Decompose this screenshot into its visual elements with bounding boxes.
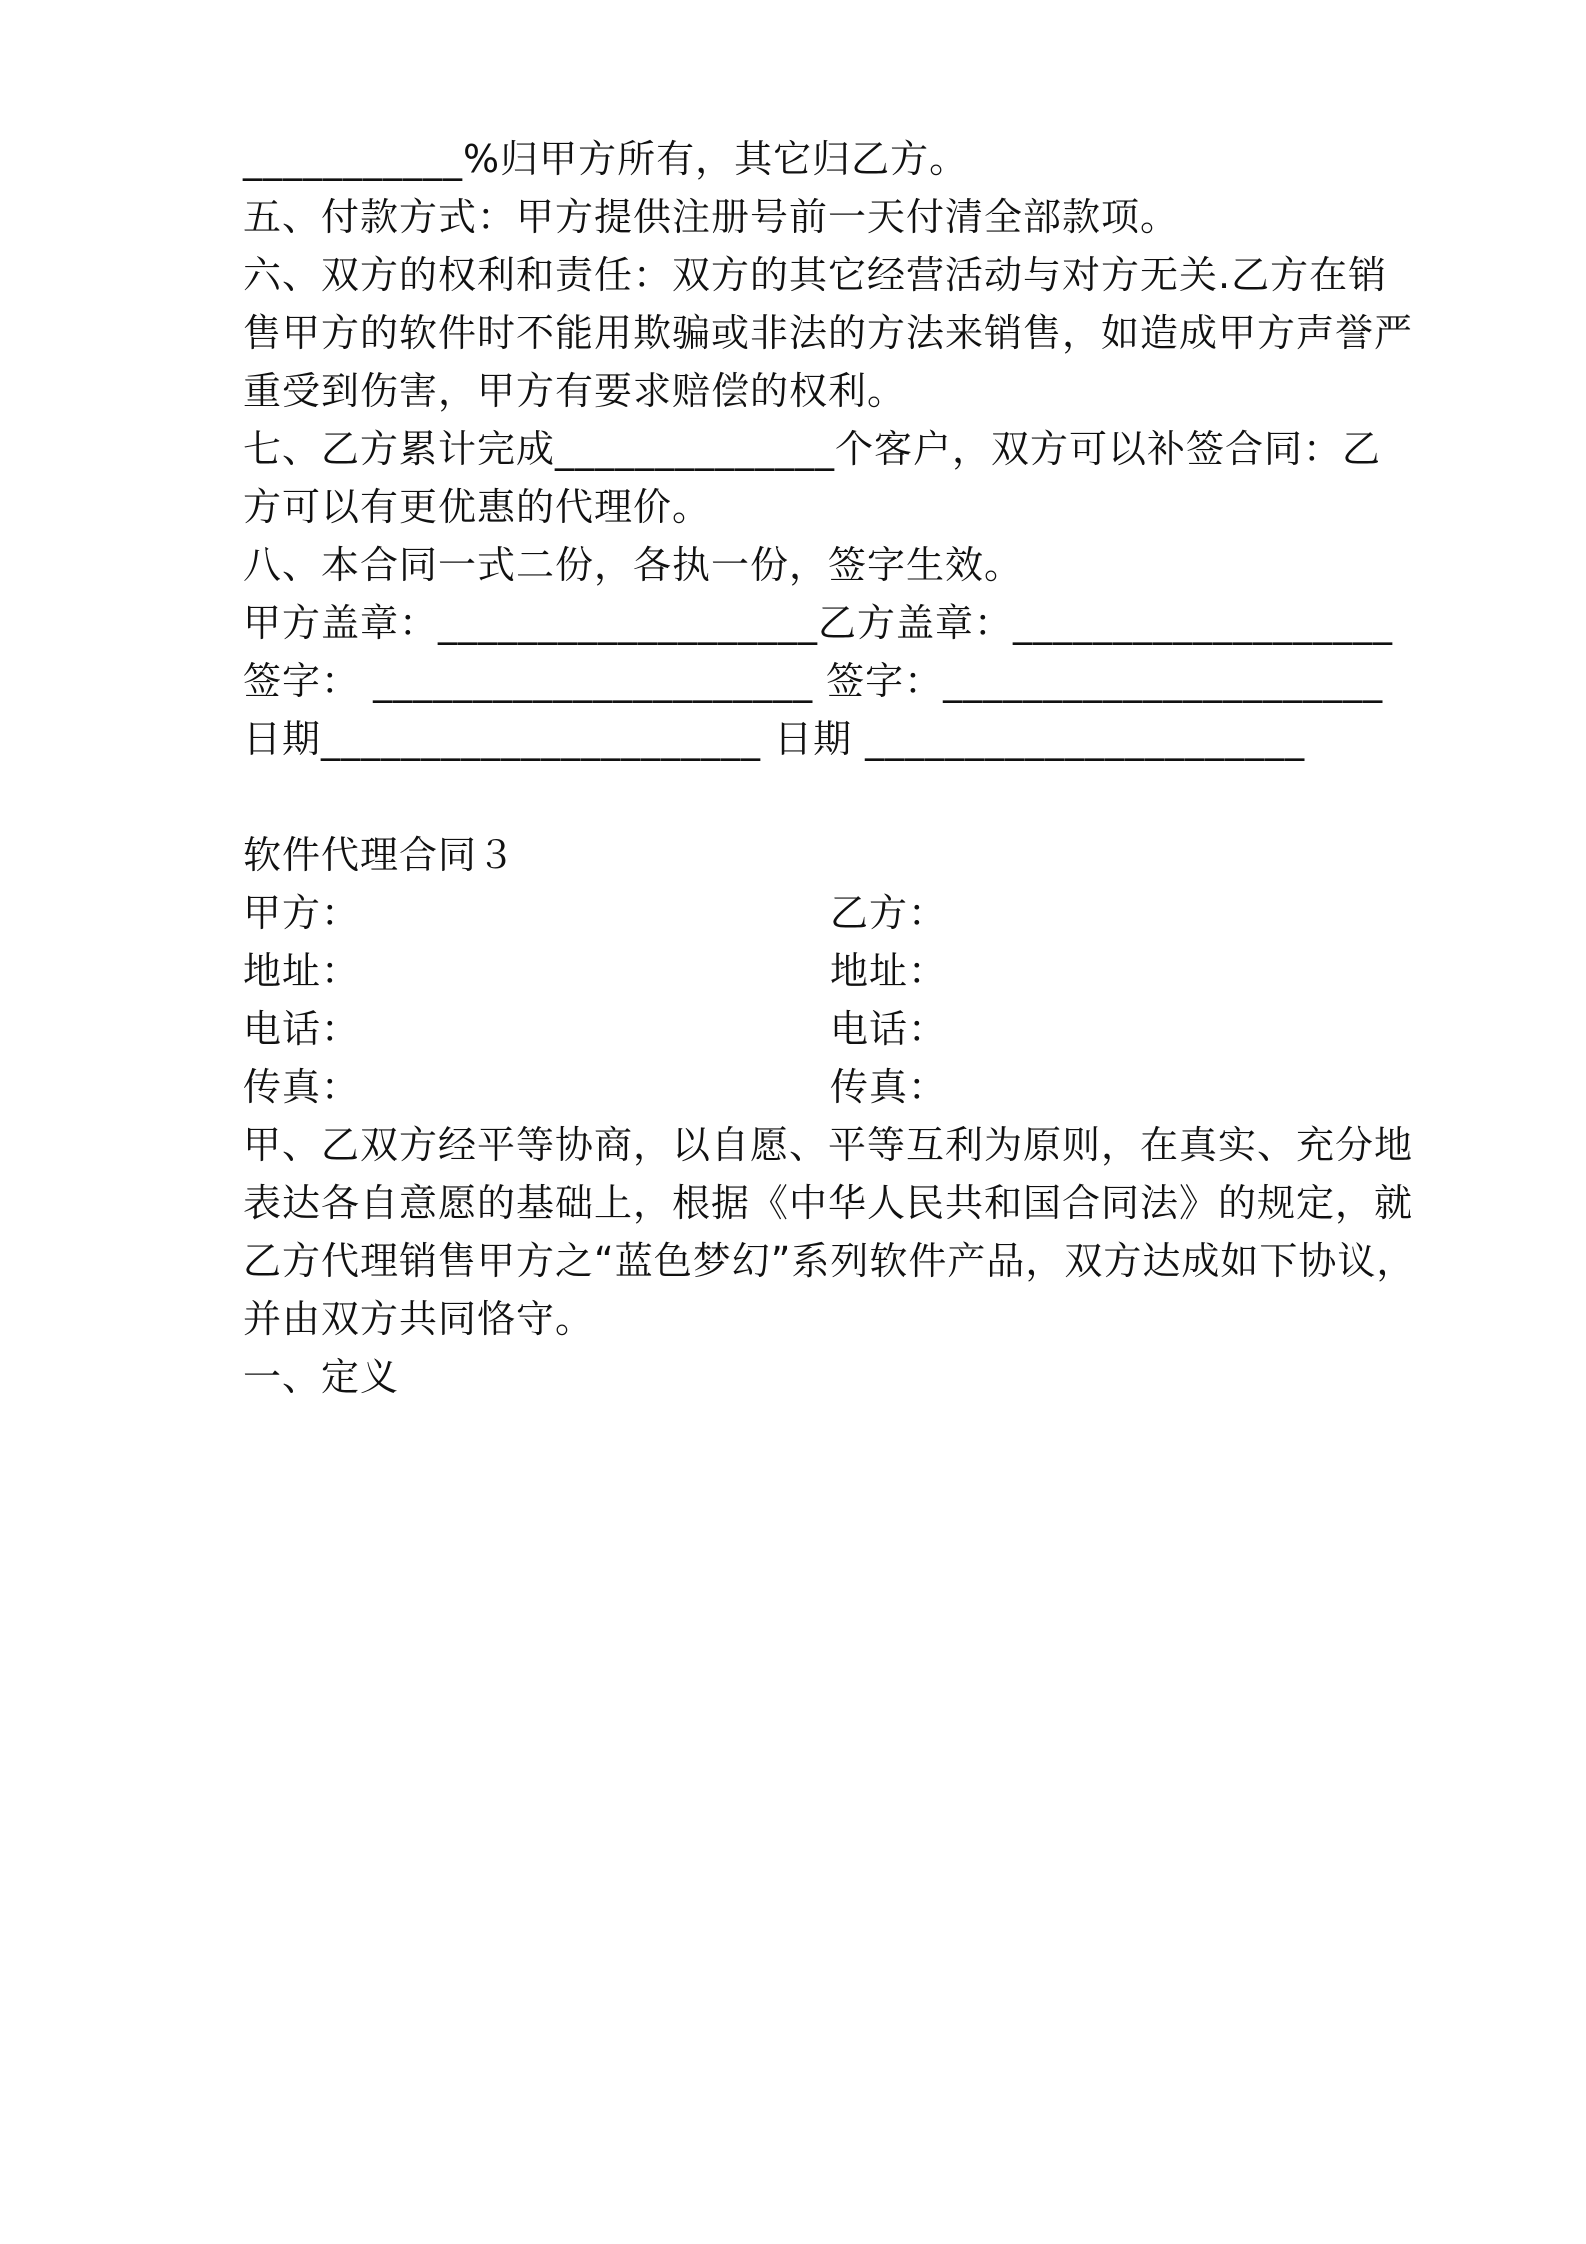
fax-b-label: 传真：	[830, 1065, 948, 1109]
clause-7-line-1: 七、乙方累计完成______________个客户，双方可以补签合同：乙	[243, 427, 1382, 471]
phone-a-label: 电话：	[243, 1007, 361, 1051]
clause-6-line-3: 重受到伤害，甲方有要求赔偿的权利。	[243, 369, 907, 413]
date-line: 日期______________________ 日期 ______________________	[243, 717, 1306, 761]
address-a-label: 地址：	[243, 949, 361, 993]
phone-b-label: 电话：	[830, 1007, 948, 1051]
clause-5-payment: 五、付款方式：甲方提供注册号前一天付清全部款项。	[243, 195, 1180, 239]
preamble-line-4: 并由双方共同恪守。	[243, 1297, 595, 1341]
contract-3-title: 软件代理合同３	[243, 833, 517, 877]
clause-7-line-2: 方可以有更优惠的代理价。	[243, 485, 712, 529]
section-1-heading: 一、定义	[243, 1355, 400, 1399]
address-b-label: 地址：	[830, 949, 948, 993]
signature-line: 签字： ______________________ 签字：______________________	[243, 659, 1384, 703]
clause-share-line: ___________%归甲方所有，其它归乙方。	[243, 137, 969, 181]
seal-line: 甲方盖章：___________________乙方盖章：___________________	[243, 601, 1394, 645]
preamble-line-2: 表达各自意愿的基础上，根据《中华人民共和国合同法》的规定，就	[243, 1181, 1414, 1225]
preamble-line-1: 甲、乙双方经平等协商，以自愿、平等互利为原则，在真实、充分地	[243, 1123, 1414, 1167]
preamble-line-3: 乙方代理销售甲方之“蓝色梦幻”系列软件产品，双方达成如下协议，	[243, 1239, 1416, 1283]
clause-6-line-2: 售甲方的软件时不能用欺骗或非法的方法来销售，如造成甲方声誉严	[243, 311, 1414, 355]
clause-6-line-1: 六、双方的权利和责任：双方的其它经营活动与对方无关.乙方在销	[243, 253, 1388, 297]
fax-a-label: 传真：	[243, 1065, 361, 1109]
clause-8: 八、本合同一式二份，各执一份，签字生效。	[243, 543, 1024, 587]
party-b-label: 乙方：	[830, 891, 948, 935]
party-a-label: 甲方：	[243, 891, 361, 935]
